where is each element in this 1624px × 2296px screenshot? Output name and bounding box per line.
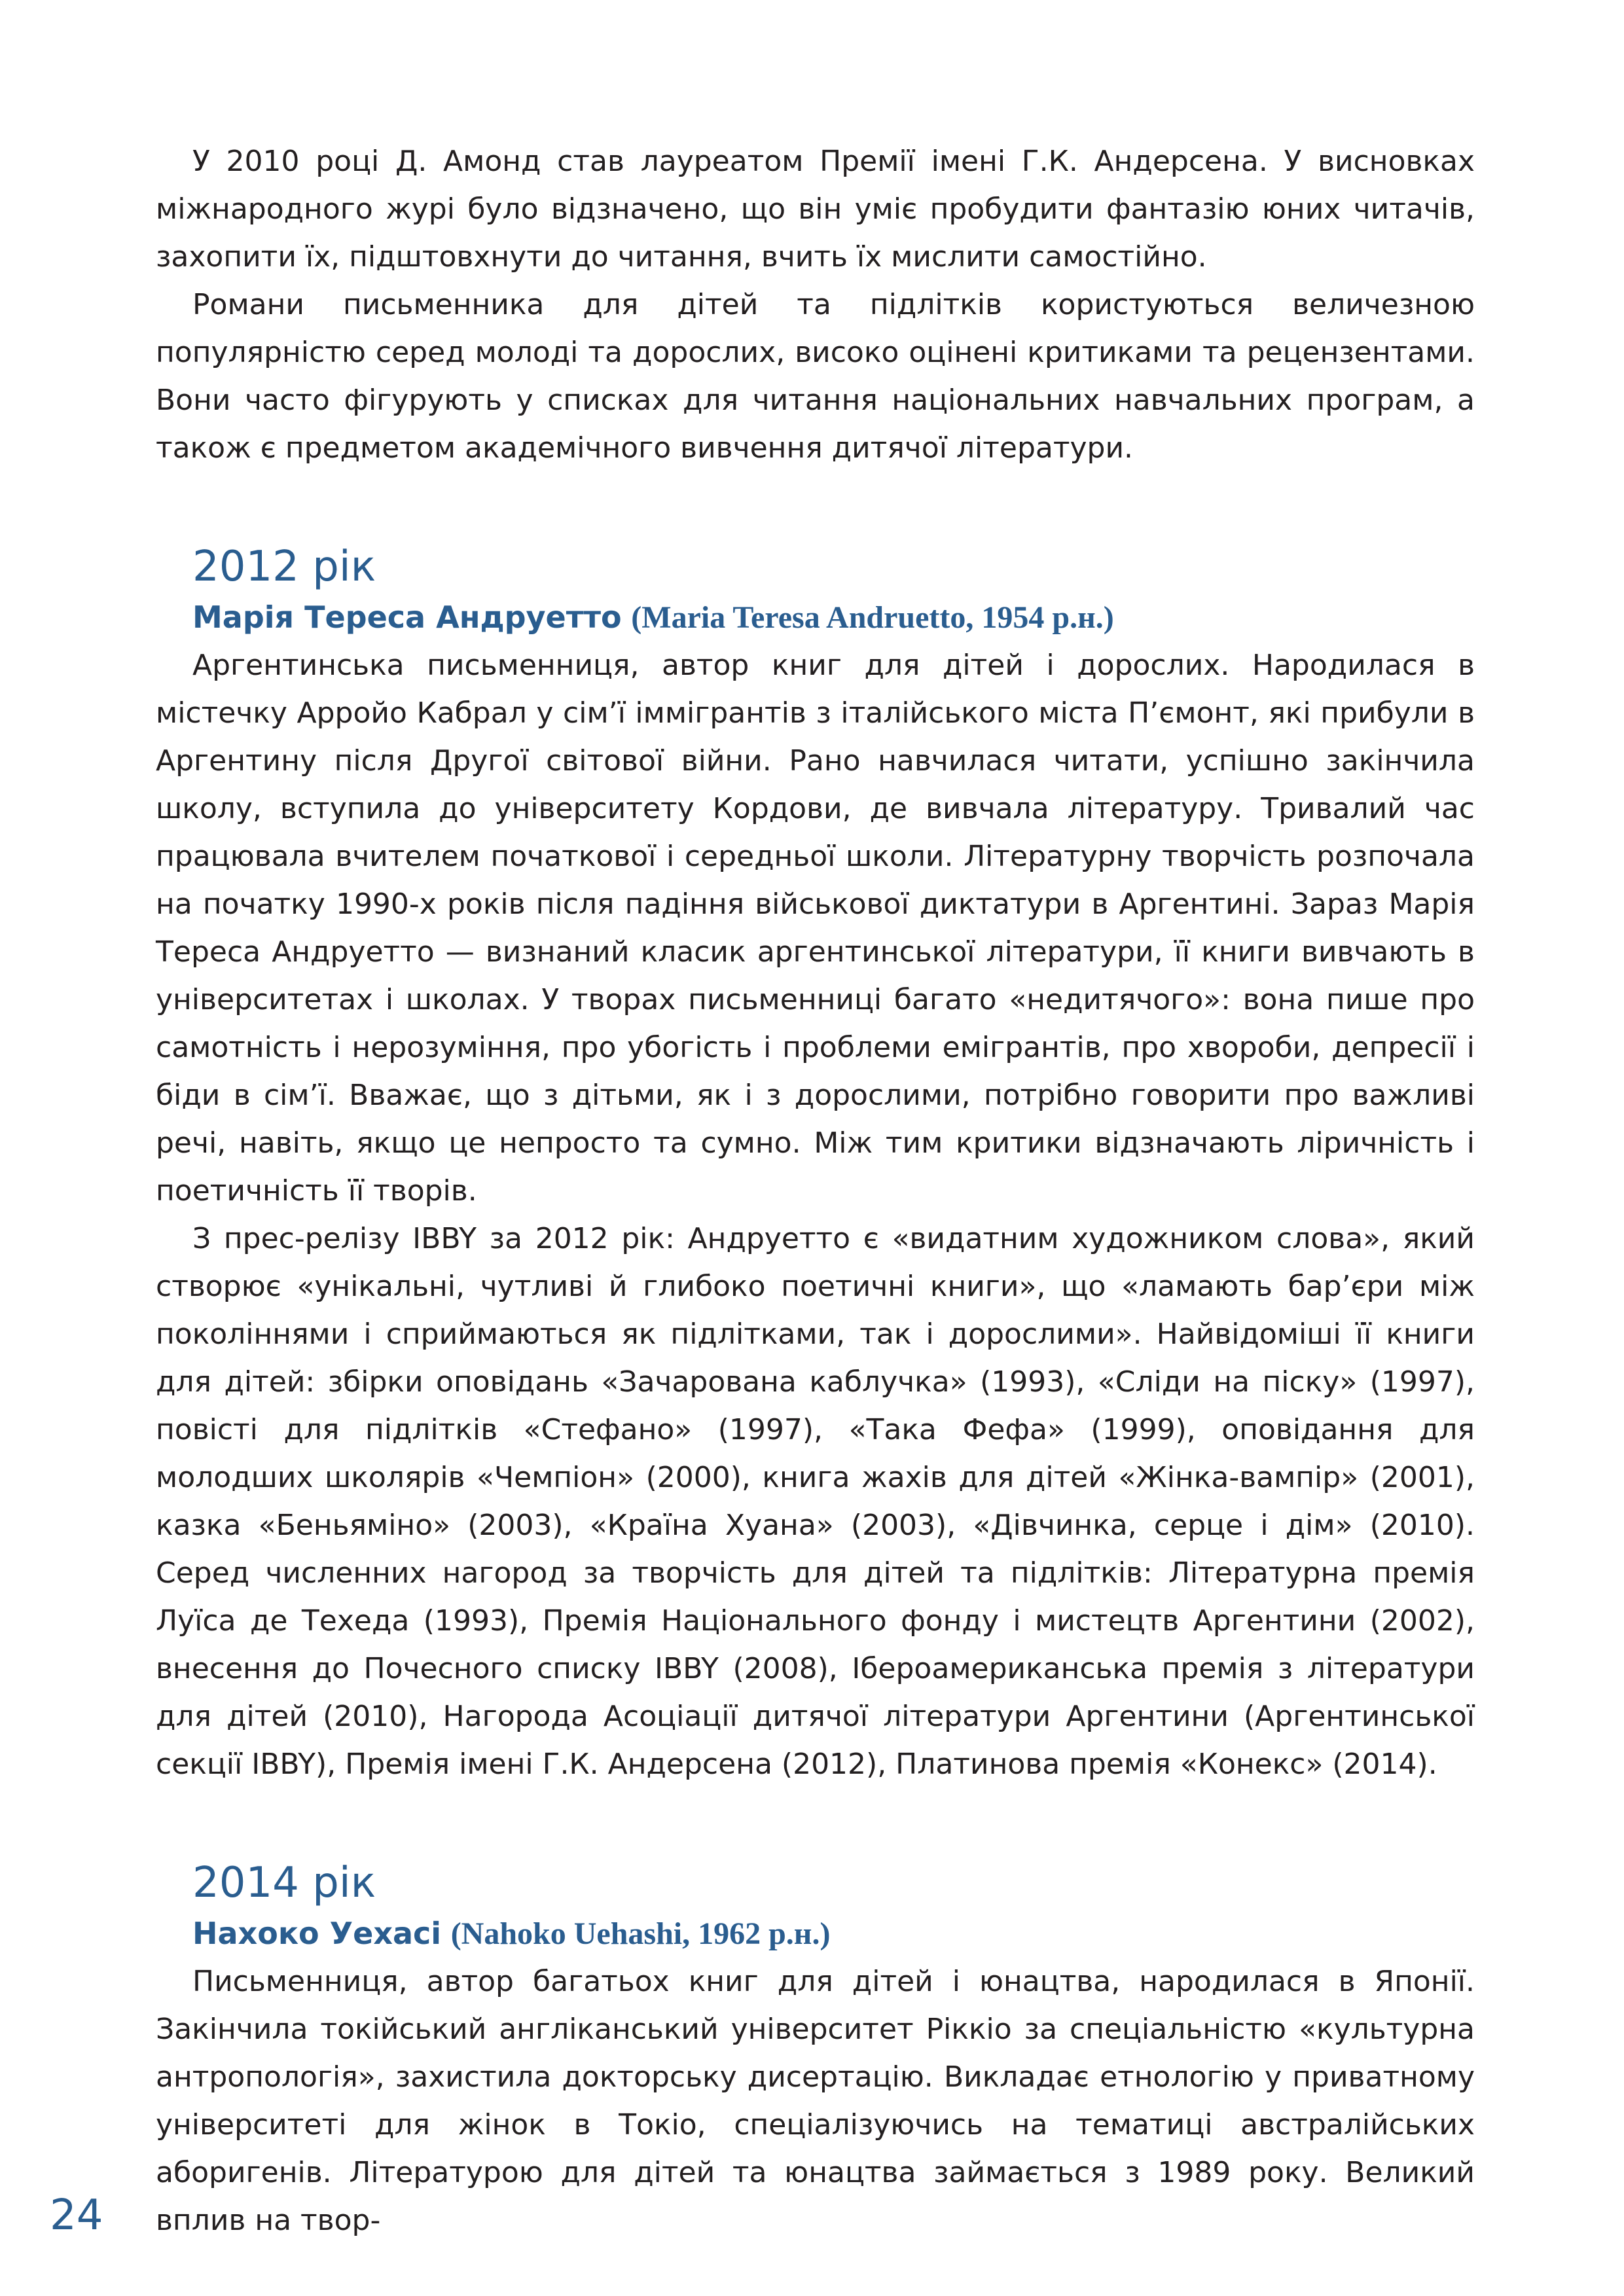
author-name-line-2014 [192,1912,1475,1955]
author-name-line-2012 [192,596,1475,639]
section-2014 [156,1854,1475,2244]
page-content [156,137,1475,2244]
author-name: Марія Тереса Андруетто [192,600,622,635]
intro-paragraph-2: Романи письменника для дітей та підлітків користуються величезною популярністю серед молоді та дорослих, високо оцінені критиками та рецензентами. Вони часто фігурують у списках для читання національних навчальних програм, а також є предметом академічного вивчення дитячої літератури. [156,288,1475,465]
section-2014-paragraph-1: Письменниця, автор багатьох книг для дітей і юнацтва, народилася в Японії. Закінчила токійський англіканський університет Ріккіо за спеціальністю «культурна антропологія», захистила докторську дисертацію. Викладає етнологію у приватному університеті для жінок в Токіо, спеціалізуючись на тематиці австралійських аборигенів. Літературою для дітей та юнацтва займається з 1989 року. Великий вплив на твор- [156,1965,1475,2237]
year-heading-2012: 2012 рік [192,543,376,591]
author-name: Нахоко Уехасі [192,1916,442,1951]
author-name-original: (Maria Teresa Andruetto, 1954 р.н.) [631,600,1114,635]
section-2012 [156,537,1475,1788]
author-name-original: (Nahoko Uehashi, 1962 р.н.) [450,1916,831,1951]
year-heading-2014: 2014 рік [192,1859,376,1907]
section-2012-paragraph-1: Аргентинська письменниця, автор книг для дітей і дорослих. Народилася в містечку Арройо Кабрал у сім’ї іммігрантів з італійського міста П’ємонт, які прибули в Аргентину після Другої світової війни. Рано навчилася читати, успішно закінчила школу, вступила до університету Кордови, де вивчала літературу. Тривалий час працювала вчителем початкової і середньої школи. Літературну творчість розпочала на початку 1990-х років після падіння військової диктатури в Аргентині. Зараз Марія Тереса Андруетто — визнаний класик аргентинської літератури, її книги вивчають в університетах і школах. У творах письменниці багато «недитячого»: вона пише про самотність і нерозуміння, про убогість і проблеми емігрантів, про хвороби, депресії і біди в сім’ї. Вважає, що з дітьми, як і з дорослими, потрібно говорити про важливі речі, навіть, якщо це непросто та сумно. Між тим критики відзначають ліричність і поетичність її творів. [156,649,1475,1208]
section-2012-paragraph-2: З прес-релізу IBBY за 2012 рік: Андруетто є «видатним художником слова», який створює «унікальні, чутливі й глибоко поетичні книги», що «ламають бар’єри між поколіннями і сприймаються як підлітками, так і дорослими». Найвідоміші її книги для дітей: збірки оповідань «Зачарована каблучка» (1993), «Сліди на піску» (1997), повісті для підлітків «Стефано» (1997), «Така Фефа» (1999), оповідання для молодших школярів «Чемпіон» (2000), книга жахів для дітей «Жінка-вампір» (2001), казка «Беньяміно» (2003), «Країна Хуана» (2003), «Дівчинка, серце і дім» (2010). Серед численних нагород за творчість для дітей та підлітків: Літературна премія Луїса де Техеда (1993), Премія Національного фонду і мистецтв Аргентини (2002), внесення до Почесного списку IBBY (2008), Іберoамериканська премія з літератури для дітей (2010), Нагорода Асоціації дитячої літератури Аргентини (Аргентинської секції IBBY), Премія імені Г.К. Андерсена (2012), Платинова премія «Конекс» (2014). [156,1222,1475,1781]
intro-paragraph-1: У 2010 році Д. Амонд став лауреатом Премії імені Г.К. Андерсена. У висновках міжнародного журі було відзначено, що він уміє пробудити фантазію юних читачів, захопити їх, підштовхнути до читання, вчить їх мислити самостійно. [156,145,1475,274]
page-number: 24 [50,2191,103,2240]
